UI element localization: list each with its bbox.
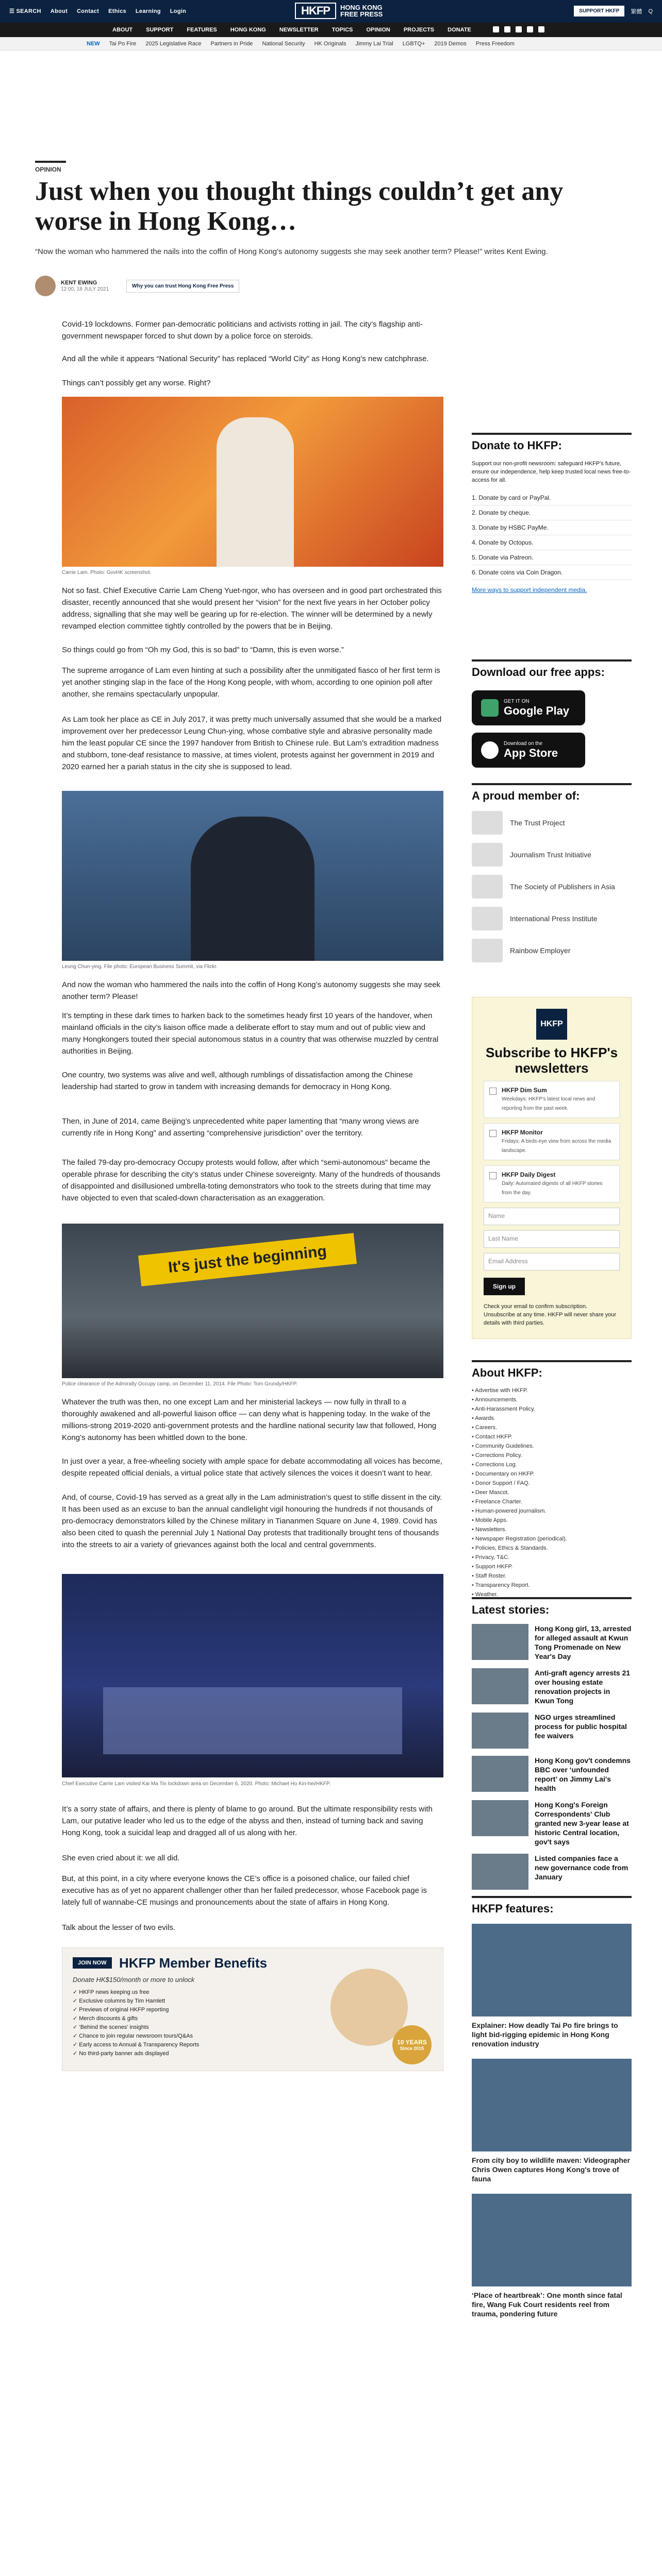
image-caption: Chief Executive Carrie Lam visited Kai Ma Tin lockdown area on December 6, 2020. Photo: Michael Ho Kin-hei/HKFP. (62, 1781, 331, 1787)
about-link[interactable]: • Policies, Ethics & Standards. (472, 1545, 548, 1551)
membership-widget (472, 783, 632, 962)
paragraph: In just over a year, a free-wheeling society with ample space for debate accommodating all voices has become, despite repeated official denials, a virtual police state that actively silences the voices it doesn’t want to hear. (62, 1457, 442, 1478)
feature-stories (472, 1924, 632, 2318)
newsletter-option[interactable] (484, 1123, 620, 1160)
newsletter-desc: Weekdays: HKFP's latest local news and reporting from the past week. (502, 1096, 595, 1111)
nav-item-support[interactable]: SUPPORT (146, 27, 174, 33)
author-name[interactable]: KENT EWING (61, 280, 97, 286)
member-benefits-promo[interactable] (62, 1947, 443, 2071)
name-field[interactable]: Name (484, 1208, 620, 1225)
story-title: Hong Kong girl, 13, arrested for alleged assault at Kwun Tong Promenade on New Year's Day (535, 1624, 632, 1660)
byline (35, 276, 239, 296)
story-title: Hong Kong gov't condemns BBC over ‘unfounded report’ on Jimmy Lai's health (535, 1756, 631, 1792)
apps-title: Download our free apps: (472, 659, 632, 679)
subnav-item[interactable]: National Security (262, 41, 305, 47)
app-store-button[interactable]: Download on the App Store (472, 733, 585, 768)
promo-benefit: ✓ No third-party banner ads displayed (73, 2050, 169, 2057)
about-link[interactable]: • Weather. (472, 1591, 498, 1598)
promo-benefits-list (73, 1988, 289, 2058)
newsletter-desc: Daily: Automated digests of all HKFP stories from the day. (502, 1181, 603, 1196)
instagram-icon[interactable] (516, 26, 522, 32)
subnav-item[interactable]: 2025 Legislative Race (145, 41, 202, 47)
latest-story[interactable] (472, 1668, 632, 1705)
subnav-item[interactable]: LGBTQ+ (402, 41, 425, 47)
about-links (472, 1386, 632, 1599)
article-image-carrie-lam (62, 397, 443, 567)
about-widget (472, 1360, 632, 1599)
about-link[interactable]: • Corrections Log. (472, 1462, 517, 1468)
newsletter-name: HKFP Dim Sum (502, 1087, 547, 1094)
logo-mark: HKFP (295, 3, 336, 19)
nav-item-topics[interactable]: TOPICS (332, 27, 353, 33)
site-logo[interactable] (295, 3, 383, 19)
promo-subtitle: Donate HK$150/month or more to unlock (73, 1976, 195, 1984)
member-logo-icon (472, 907, 503, 930)
features-widget (472, 1896, 632, 2329)
member-org[interactable] (472, 875, 632, 899)
donate-note[interactable]: Support our non-profit newsroom: safeguard HKFP's future, ensure our independence, help keep trusted local news free-to-access for all. (472, 461, 631, 483)
signup-button[interactable]: Sign up (484, 1278, 525, 1295)
subnav-item[interactable]: Press Freedom (475, 41, 515, 47)
paragraph: Whatever the truth was then, no one except Lam and her ministerial lackeys — now fully in thrall to a thoroughly awakened and all-powerful liaison office — can deny what is happening today. In the wake of the millions-strong 2019-2020 anti-government protests and the hardline national security law that followed, Hong Kong’s autonomy has been whittled down to the bone. (62, 1398, 437, 1442)
play-icon (481, 699, 499, 717)
subnav-item[interactable]: Partners in Pride (210, 41, 253, 47)
newsletter-name: HKFP Daily Digest (502, 1171, 556, 1178)
nav-item-hong-kong[interactable]: HONG KONG (230, 27, 266, 33)
feature-title: From city boy to wildlife maven: Videographer Chris Owen captures Hong Kong's trove of fauna (472, 2156, 631, 2183)
paragraph: And, of course, Covid-19 has served as a great ally in the Lam administration’s quest to stifle dissent in the city. It has been used as an excuse to ban the annual candlelight vigil honouring the hundreds if not thousands of pro-democracy demonstrators killed by the Chinese military in Tiananmen Square on June 4, 1989. Covid has also been cited to quash the perennial July 1 National Day protests that traditionally brought tens of thousands into the streets to air a variety of grievances against both the local and central governments. (62, 1493, 442, 1549)
features-title: HKFP features: (472, 1896, 632, 1916)
paragraph: One country, two systems was alive and well, although rumblings of dissatisfaction among the Chinese leadership had started to grow in tandem with increasing demands for democracy in Hong Kong. (62, 1071, 413, 1091)
about-title: About HKFP: (472, 1360, 632, 1380)
checkbox[interactable] (489, 1130, 496, 1137)
social-links (493, 26, 544, 32)
paragraph: Not so fast. Chief Executive Carrie Lam Cheng Yuet-ngor, who has overseen and in good part orchestrated this disaster, recently announced that she would present her “vision” for the next five years in her October policy address, signalling that she may well be gearing up for re-election. The winner will be determined by a newly revamped election committee tightly controlled by the powers that be in Beijing. (62, 586, 442, 631)
paragraph: Covid-19 lockdowns. Former pan-democratic politicians and activists rotting in jail. The city’s flagship anti-government newspaper forced to shut down by a police force on steroids. (62, 320, 423, 341)
article-image-occupy-clearance (62, 1224, 443, 1378)
about-link[interactable]: • Community Guidelines. (472, 1443, 534, 1449)
about-link[interactable]: • Freelance Charter. (472, 1499, 523, 1505)
figure-shape (191, 817, 315, 961)
promo-title: HKFP Member Benefits (119, 1955, 268, 1971)
latest-title: Latest stories: (472, 1597, 632, 1617)
facebook-icon[interactable] (493, 26, 499, 32)
section-label[interactable]: OPINION (35, 161, 66, 173)
member-logo-icon (472, 811, 503, 835)
paragraph: So things could go from “Oh my God, this is so bad” to “Damn, this is even worse.” (62, 646, 344, 654)
search-icon[interactable]: Q (648, 8, 653, 14)
publish-date: 12:00, 18 JULY 2021 (61, 286, 109, 292)
nav-item-about[interactable]: ABOUT (112, 27, 133, 33)
newsletter-option[interactable] (484, 1165, 620, 1202)
donate-more-link[interactable]: More ways to support independent media. (472, 586, 587, 594)
story-thumbnail (472, 1756, 528, 1792)
about-link[interactable]: • Donor Support / FAQ. (472, 1480, 530, 1486)
feature-story[interactable] (472, 2194, 632, 2318)
support-button[interactable]: SUPPORT HKFP (574, 6, 624, 16)
image-caption: Leung Chun-ying. File photo: European Business Summit, via Flickr. (62, 964, 218, 970)
latest-story[interactable] (472, 1624, 632, 1661)
about-link[interactable]: • Newspaper Registration (periodical). (472, 1536, 567, 1542)
about-link[interactable]: • Awards. (472, 1415, 495, 1421)
paragraph: Then, in June of 2014, came Beijing’s unprecedented white paper lamenting that “many wrong views are currently rife in Hong Kong” and asserting “comprehensive jurisdiction” over the territory. (62, 1117, 419, 1138)
about-link[interactable]: • Contact HKFP. (472, 1434, 512, 1440)
search-link[interactable]: ☰ SEARCH (9, 8, 41, 14)
logo-text-line2: FREE PRESS (340, 10, 383, 18)
feature-title: Explainer: How deadly Tai Po fire brings to light bid-rigging epidemic in Hong Kong renovation industry (472, 2021, 618, 2048)
about-link[interactable]: • Newsletters. (472, 1527, 507, 1533)
newsletter-widget (472, 997, 632, 1339)
feature-story[interactable] (472, 1924, 632, 2048)
promo-benefit: ✓ Early access to Annual & Transparency Reports (73, 2042, 200, 2048)
feature-story[interactable] (472, 2059, 632, 2183)
paragraph: The supreme arrogance of Lam even hinting at such a possibility after the unmitigated fiasco of her first term is yet another stinging slap in the face of the Hong Kong people, with whom, according to one opinion poll after another, she remains spectacularly unpopular. (62, 666, 440, 699)
contact-link[interactable]: Contact (77, 8, 100, 14)
story-title: Listed companies face a new governance code from January (535, 1854, 628, 1881)
learning-link[interactable]: Learning (135, 8, 161, 14)
latest-story[interactable] (472, 1713, 632, 1749)
feature-title: ‘Place of heartbreak’: One month since fatal fire, Wang Fuk Court residents reel from trauma, pondering future (472, 2291, 622, 2318)
donate-options (472, 490, 632, 580)
last-name-field[interactable]: Last Name (484, 1230, 620, 1248)
member-org[interactable] (472, 907, 632, 930)
join-now-button[interactable]: JOIN NOW (73, 1957, 112, 1969)
nav-item-projects[interactable]: PROJECTS (403, 27, 435, 33)
story-thumbnail (472, 1800, 528, 1836)
feature-image (472, 1924, 632, 2016)
article-image-lockdown-visit (62, 1574, 443, 1777)
apps-widget (472, 659, 632, 768)
youtube-icon[interactable] (527, 26, 533, 32)
newsletter-title: Subscribe to HKFP's newsletters (485, 1045, 618, 1076)
donate-option[interactable]: 4. Donate by Octopus. (472, 535, 632, 550)
promo-benefit: ✓ HKFP news keeping us free (73, 1989, 150, 1995)
subnav-item[interactable]: 2019 Demos (434, 41, 467, 47)
anniversary-badge: 10 YEARS Since 2015 (392, 2025, 432, 2064)
newsletter-note: Check your email to confirm subscription. Unsubscribe at any time. HKFP will never share your details with third parties. (484, 1303, 617, 1326)
about-link[interactable]: • Deer Mascot. (472, 1489, 509, 1496)
telegram-icon[interactable] (538, 26, 544, 32)
feature-image (472, 2194, 632, 2286)
story-title: Anti-graft agency arrests 21 over housing estate renovation projects in Kwun Tong (535, 1669, 631, 1705)
newsletter-desc: Fridays: A birds-eye view from across the media landscape. (502, 1139, 611, 1154)
promo-benefit: ✓ Exclusive columns by Tim Hamlett (73, 1998, 166, 2004)
language-toggle[interactable]: 繁體 (631, 8, 642, 15)
member-org[interactable] (472, 811, 632, 835)
login-link[interactable]: Login (170, 8, 187, 14)
trending-nav (0, 37, 662, 50)
member-name: The Trust Project (510, 819, 565, 827)
top-bar (0, 0, 662, 23)
logo-text-line1: HONG KONG (340, 4, 383, 11)
story-thumbnail (472, 1854, 528, 1890)
paragraph: Things can’t possibly get any worse. Right? (62, 379, 211, 387)
member-name: Rainbow Employer (510, 946, 571, 955)
story-thumbnail (472, 1713, 528, 1749)
about-link[interactable]: • Staff Roster. (472, 1573, 507, 1579)
about-link[interactable]: • Anti-Harassment Policy. (472, 1406, 535, 1412)
promo-benefit: ✓ Chance to join regular newsroom tours/Q&As (73, 2033, 193, 2039)
member-logo-icon (472, 843, 503, 867)
story-title: NGO urges streamlined process for public hospital fee waivers (535, 1713, 627, 1740)
trust-link[interactable]: Why you can trust Hong Kong Free Press (126, 280, 239, 293)
subnav-item[interactable]: Tai Po Fire (109, 41, 137, 47)
nav-item-newsletter[interactable]: NEWSLETTER (279, 27, 319, 33)
about-link[interactable]: • Advertise with HKFP. (472, 1387, 528, 1394)
email-field[interactable]: Email Address (484, 1253, 620, 1270)
latest-story[interactable] (472, 1800, 632, 1846)
member-name: Journalism Trust Initiative (510, 851, 591, 859)
paragraph: The failed 79-day pro-democracy Occupy protests would follow, after which “semi-autonomous” became the operable phrase for describing the city’s status under Chinese sovereignty. Many of the hundreds of thousands of disappointed and disillusioned umbrella-toting demonstrators who took to the streets during that time may have objected to even that scaled-down characterisation as an exaggeration. (62, 1158, 441, 1202)
article-image-leung-chun-ying (62, 791, 443, 961)
latest-story[interactable] (472, 1756, 632, 1793)
figure-shape (217, 417, 294, 567)
member-logo-icon (472, 875, 503, 899)
promo-benefit: ✓ Merch discounts & gifts (73, 2015, 138, 2022)
feature-image (472, 2059, 632, 2151)
about-link[interactable]: • Corrections Policy. (472, 1452, 522, 1459)
paragraph: But, at this point, in a city where everyone knows the CE’s office is a poisoned chalice, our failed chief executive has as of yet no apparent challenger other than her failed predecessor, whose Facebook page is lately full of wannabe-CE musings and pronouncements about the state of affairs in Hong Kong. (62, 1874, 427, 1907)
hkfp-logo-small: HKFP (536, 1009, 567, 1040)
story-thumbnail (472, 1668, 528, 1704)
paragraph: It’s tempting in these dark times to harken back to the sometimes heady first 10 years of the handover, when mainland officials in the city’s liaison office made a deliberate effort to stay mum and out of public view and many Hongkongers touted their special autonomous status in a country that was otherwise muzzled by central authorities in Beijing. (62, 1011, 439, 1056)
new-badge: NEW (87, 41, 100, 47)
member-orgs (472, 811, 632, 962)
subnav-item[interactable]: HK Originals (314, 41, 346, 47)
about-link[interactable]: • Human-powered journalism. (472, 1508, 547, 1514)
about-link[interactable]: • Documentary on HKFP. (472, 1471, 535, 1477)
about-link[interactable]: • Careers. (472, 1425, 498, 1431)
promo-benefit: ✓ Previews of original HKFP reporting (73, 2007, 169, 2013)
subnav-item[interactable]: Jimmy Lai Trial (355, 41, 393, 47)
donate-option[interactable]: 1. Donate by card or PayPal. (472, 490, 632, 505)
about-link[interactable]: About (50, 8, 68, 14)
article-title: Just when you thought things couldn’t get any worse in Hong Kong… (35, 177, 564, 236)
image-caption: Carrie Lam. Photo: GovHK screenshot. (62, 570, 152, 575)
paragraph: And all the while it appears “National Security” has replaced “World City” as Hong Kong’s new catchphrase. (62, 354, 429, 363)
latest-story[interactable] (472, 1854, 632, 1890)
crowd-shape (103, 1687, 402, 1754)
checkbox[interactable] (489, 1088, 496, 1095)
member-logo-icon (472, 939, 503, 962)
latest-widget (472, 1597, 632, 1890)
google-play-button[interactable]: GET IT ON Google Play (472, 690, 585, 725)
nav-item-opinion[interactable]: OPINION (366, 27, 390, 33)
x-icon[interactable] (504, 26, 510, 32)
donate-option[interactable]: 3. Donate by HSBC PayMe. (472, 520, 632, 535)
paragraph: It’s a sorry state of affairs, and there is plenty of blame to go around. But the ultimate responsibility rests with Lam, our putative leader who led us to the edge of the abyss and then, instead of turning back and saving Hong Kong, took a suicidal leap and dragged all of us along with her. (62, 1805, 433, 1837)
main-nav (0, 23, 662, 37)
story-thumbnail (472, 1624, 528, 1660)
newsletter-options (484, 1081, 620, 1202)
member-name: International Press Institute (510, 914, 598, 923)
apple-icon (481, 741, 499, 759)
protest-banner: It's just the beginning (138, 1233, 357, 1286)
checkbox[interactable] (489, 1172, 496, 1179)
about-link[interactable]: • Support HKFP. (472, 1564, 513, 1570)
member-title: A proud member of: (472, 783, 632, 803)
nav-item-features[interactable]: FEATURES (187, 27, 217, 33)
donate-title: Donate to HKFP: (472, 433, 632, 452)
latest-stories (472, 1624, 632, 1890)
donate-option[interactable]: 2. Donate by cheque. (472, 505, 632, 520)
about-link[interactable]: • Privacy, T&C. (472, 1554, 510, 1561)
author-avatar (35, 276, 56, 296)
donate-option[interactable]: 5. Donate via Patreon. (472, 550, 632, 565)
paragraph: Talk about the lesser of two evils. (62, 1923, 176, 1932)
search-icon: ☰ (9, 8, 16, 14)
newsletter-name: HKFP Monitor (502, 1129, 543, 1136)
paragraph: She even cried about it: we all did. (62, 1854, 180, 1862)
donate-option[interactable]: 6. Donate coins via Coin Dragon. (472, 565, 632, 580)
image-caption: Police clearance of the Admiralty Occupy camp, on December 11, 2014. File Photo: Tom Grundy/HKFP. (62, 1381, 297, 1387)
about-link[interactable]: • Announcements. (472, 1397, 518, 1403)
about-link[interactable]: • Transparency Report. (472, 1582, 530, 1588)
about-link[interactable]: • Mobile Apps. (472, 1517, 508, 1523)
member-org[interactable] (472, 843, 632, 867)
nav-item-donate[interactable]: DONATE (448, 27, 471, 33)
ethics-link[interactable]: Ethics (108, 8, 126, 14)
story-title: Hong Kong's Foreign Correspondents' Club granted new 3-year lease at historic Central location, gov't says (535, 1801, 629, 1846)
member-org[interactable] (472, 939, 632, 962)
donate-widget (472, 433, 632, 594)
promo-benefit: ✓ ‘Behind the scenes’ insights (73, 2024, 149, 2030)
member-name: The Society of Publishers in Asia (510, 883, 615, 891)
newsletter-option[interactable] (484, 1081, 620, 1118)
paragraph: And now the woman who hammered the nails into the coffin of Hong Kong’s autonomy suggests she may seek another term? Please! (62, 980, 441, 1001)
paragraph: As Lam took her place as CE in July 2017, it was pretty much universally assumed that she would be a marked improvement over her predecessor Leung Chun-ying, whose combative style and abrasive personality made him the least popular CE since the 1997 handover from British to Chinese rule. But Lam’s extradition madness and stubborn, tone-deaf resistance to massive, at times violent, protests against her government in 2019 and 2020 earned her a pariah status in the city she is supposed to lead. (62, 715, 442, 771)
article-standfirst: “Now the woman who hammered the nails into the coffin of Hong Kong's autonomy suggests she may seek another term? Please!” writes Kent Ewing. (35, 247, 548, 256)
